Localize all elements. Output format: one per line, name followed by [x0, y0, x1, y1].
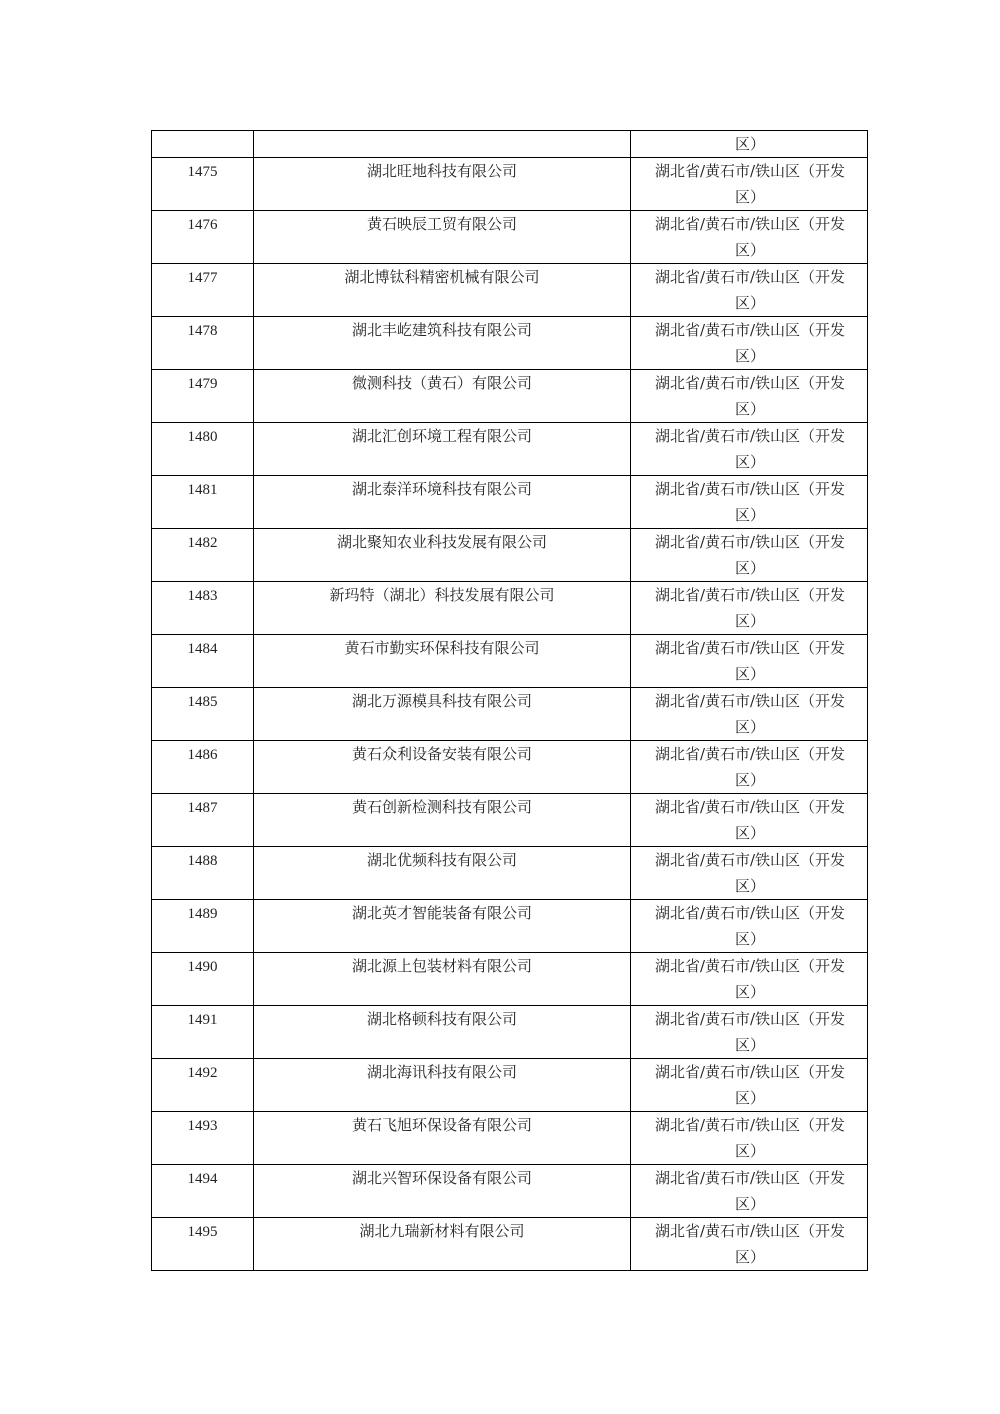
- row-number-cell: [152, 131, 254, 158]
- company-name-cell: [254, 211, 631, 264]
- row-number: 1491: [187, 1012, 218, 1028]
- row-number-cell: [152, 1059, 254, 1112]
- row-number-cell: [152, 317, 254, 370]
- row-number: 1487: [187, 800, 218, 816]
- row-number-cell: [152, 529, 254, 582]
- location-cell: [631, 900, 868, 953]
- company-name: 湖北海讯科技有限公司: [366, 1063, 517, 1081]
- company-name-cell: [254, 900, 631, 953]
- location-text: 湖北省/黄石市/铁山区（开发区）: [654, 1222, 846, 1266]
- company-list-table: [151, 130, 868, 1271]
- row-number: 1489: [187, 906, 218, 922]
- row-number: 1494: [187, 1171, 218, 1187]
- row-number-cell: [152, 158, 254, 211]
- company-name: 湖北源上包装材料有限公司: [351, 957, 532, 975]
- company-name: 黄石飞旭环保设备有限公司: [351, 1116, 532, 1134]
- location-cell: [631, 1059, 868, 1112]
- location-text: 湖北省/黄石市/铁山区（开发区）: [654, 745, 846, 789]
- table-row: [152, 688, 868, 741]
- location-cell: [631, 688, 868, 741]
- row-number-cell: [152, 1006, 254, 1059]
- location-text: 湖北省/黄石市/铁山区（开发区）: [654, 639, 846, 683]
- company-name: 湖北汇创环境工程有限公司: [351, 427, 532, 445]
- location-text: 湖北省/黄石市/铁山区（开发区）: [654, 798, 846, 842]
- table-row: [152, 794, 868, 847]
- table-row: [152, 953, 868, 1006]
- location-text: 湖北省/黄石市/铁山区（开发区）: [654, 1010, 846, 1054]
- location-cell: [631, 635, 868, 688]
- location-cell: [631, 1112, 868, 1165]
- company-name: 湖北英才智能装备有限公司: [351, 904, 532, 922]
- table-row: [152, 900, 868, 953]
- table-row: [152, 476, 868, 529]
- location-cell: [631, 741, 868, 794]
- row-number: 1483: [187, 588, 218, 604]
- location-text: 湖北省/黄石市/铁山区（开发区）: [654, 268, 846, 312]
- location-text: 湖北省/黄石市/铁山区（开发区）: [654, 1063, 846, 1107]
- row-number: 1492: [187, 1065, 218, 1081]
- company-name: 新玛特（湖北）科技发展有限公司: [329, 586, 555, 604]
- location-cell: [631, 1165, 868, 1218]
- company-name: 黄石创新检测科技有限公司: [351, 798, 532, 816]
- row-number-cell: [152, 635, 254, 688]
- row-number-cell: [152, 582, 254, 635]
- table-row: [152, 741, 868, 794]
- row-number: 1478: [187, 323, 218, 339]
- row-number-cell: [152, 794, 254, 847]
- row-number: 1475: [187, 164, 218, 180]
- location-cell: [631, 794, 868, 847]
- table-body: [152, 131, 868, 1271]
- location-cell: [631, 953, 868, 1006]
- table-row: [152, 264, 868, 317]
- table-row: [152, 635, 868, 688]
- row-number-cell: [152, 900, 254, 953]
- location-text: 湖北省/黄石市/铁山区（开发区）: [654, 374, 846, 418]
- company-name: 湖北旺地科技有限公司: [366, 162, 517, 180]
- company-name: 湖北兴智环保设备有限公司: [351, 1169, 532, 1187]
- company-name-cell: [254, 635, 631, 688]
- row-number-cell: [152, 1165, 254, 1218]
- company-name: 湖北格顿科技有限公司: [366, 1010, 517, 1028]
- company-name-cell: [254, 741, 631, 794]
- location-cell: [631, 131, 868, 158]
- row-number-cell: [152, 476, 254, 529]
- row-number: 1481: [187, 482, 218, 498]
- row-number: 1490: [187, 959, 218, 975]
- company-name-cell: [254, 1059, 631, 1112]
- location-text: 湖北省/黄石市/铁山区（开发区）: [654, 480, 846, 524]
- table-row: [152, 158, 868, 211]
- company-name: 湖北九瑞新材料有限公司: [359, 1222, 525, 1240]
- table-row: [152, 582, 868, 635]
- company-name-cell: [254, 1165, 631, 1218]
- location-text: 湖北省/黄石市/铁山区（开发区）: [654, 904, 846, 948]
- table-row: [152, 423, 868, 476]
- row-number: 1482: [187, 535, 218, 551]
- location-cell: [631, 158, 868, 211]
- location-cell: [631, 529, 868, 582]
- company-name-cell: [254, 847, 631, 900]
- row-number-cell: [152, 688, 254, 741]
- table-row: [152, 847, 868, 900]
- location-text: 湖北省/黄石市/铁山区（开发区）: [654, 851, 846, 895]
- company-name-cell: [254, 1006, 631, 1059]
- location-text: 湖北省/黄石市/铁山区（开发区）: [654, 957, 846, 1001]
- row-number: 1488: [187, 853, 218, 869]
- company-name-cell: [254, 131, 631, 158]
- company-name-cell: [254, 1218, 631, 1271]
- row-number: 1485: [187, 694, 218, 710]
- row-number: 1479: [187, 376, 218, 392]
- company-name: 湖北聚知农业科技发展有限公司: [336, 533, 547, 551]
- row-number-cell: [152, 264, 254, 317]
- table-row: [152, 1218, 868, 1271]
- location-cell: [631, 423, 868, 476]
- company-name-cell: [254, 370, 631, 423]
- company-name-cell: [254, 582, 631, 635]
- row-number: 1484: [187, 641, 218, 657]
- company-name: 微测科技（黄石）有限公司: [351, 374, 532, 392]
- row-number-cell: [152, 741, 254, 794]
- location-text: 湖北省/黄石市/铁山区（开发区）: [654, 1169, 846, 1213]
- row-number-cell: [152, 211, 254, 264]
- company-name-cell: [254, 1112, 631, 1165]
- location-text: 湖北省/黄石市/铁山区（开发区）: [654, 586, 846, 630]
- location-text: 湖北省/黄石市/铁山区（开发区）: [654, 162, 846, 206]
- location-text: 湖北省/黄石市/铁山区（开发区）: [654, 692, 846, 736]
- company-name-cell: [254, 688, 631, 741]
- location-text: 湖北省/黄石市/铁山区（开发区）: [654, 533, 846, 577]
- row-number-cell: [152, 1218, 254, 1271]
- company-name: 湖北泰洋环境科技有限公司: [351, 480, 532, 498]
- location-cell: [631, 1006, 868, 1059]
- company-name-cell: [254, 529, 631, 582]
- table-row: [152, 317, 868, 370]
- company-name-cell: [254, 158, 631, 211]
- location-text: 湖北省/黄石市/铁山区（开发区）: [654, 215, 846, 259]
- table-row-continuation: [152, 131, 868, 158]
- location-cell: [631, 370, 868, 423]
- location-cell: [631, 211, 868, 264]
- location-cell: [631, 264, 868, 317]
- location-cell: [631, 582, 868, 635]
- location-cell: [631, 1218, 868, 1271]
- table-row: [152, 1059, 868, 1112]
- row-number-cell: [152, 423, 254, 476]
- company-name-cell: [254, 264, 631, 317]
- row-number: 1476: [187, 217, 218, 233]
- company-name: 黄石市勤实环保科技有限公司: [344, 639, 540, 657]
- row-number: 1493: [187, 1118, 218, 1134]
- row-number-cell: [152, 1112, 254, 1165]
- row-number-cell: [152, 953, 254, 1006]
- location-text: 湖北省/黄石市/铁山区（开发区）: [654, 1116, 846, 1160]
- row-number: 1486: [187, 747, 218, 763]
- location-cell: [631, 847, 868, 900]
- row-number: 1477: [187, 270, 218, 286]
- company-name: 黄石众利设备安装有限公司: [351, 745, 532, 763]
- company-name-cell: [254, 476, 631, 529]
- location-text: 湖北省/黄石市/铁山区（开发区）: [654, 321, 846, 365]
- company-name-cell: [254, 317, 631, 370]
- location-text: 区）: [734, 135, 765, 153]
- table-row: [152, 1165, 868, 1218]
- company-name: 湖北万源模具科技有限公司: [351, 692, 532, 710]
- company-name: 黄石映辰工贸有限公司: [366, 215, 517, 233]
- table-row: [152, 1006, 868, 1059]
- row-number-cell: [152, 370, 254, 423]
- row-number-cell: [152, 847, 254, 900]
- company-name: 湖北丰屹建筑科技有限公司: [351, 321, 532, 339]
- location-cell: [631, 317, 868, 370]
- location-cell: [631, 476, 868, 529]
- table-row: [152, 211, 868, 264]
- table-row: [152, 370, 868, 423]
- company-name-cell: [254, 794, 631, 847]
- table-row: [152, 1112, 868, 1165]
- company-name: 湖北优频科技有限公司: [366, 851, 517, 869]
- company-name: 湖北博钛科精密机械有限公司: [344, 268, 540, 286]
- location-text: 湖北省/黄石市/铁山区（开发区）: [654, 427, 846, 471]
- company-name-cell: [254, 953, 631, 1006]
- company-name-cell: [254, 423, 631, 476]
- table-row: [152, 529, 868, 582]
- row-number: 1480: [187, 429, 218, 445]
- row-number: 1495: [187, 1224, 218, 1240]
